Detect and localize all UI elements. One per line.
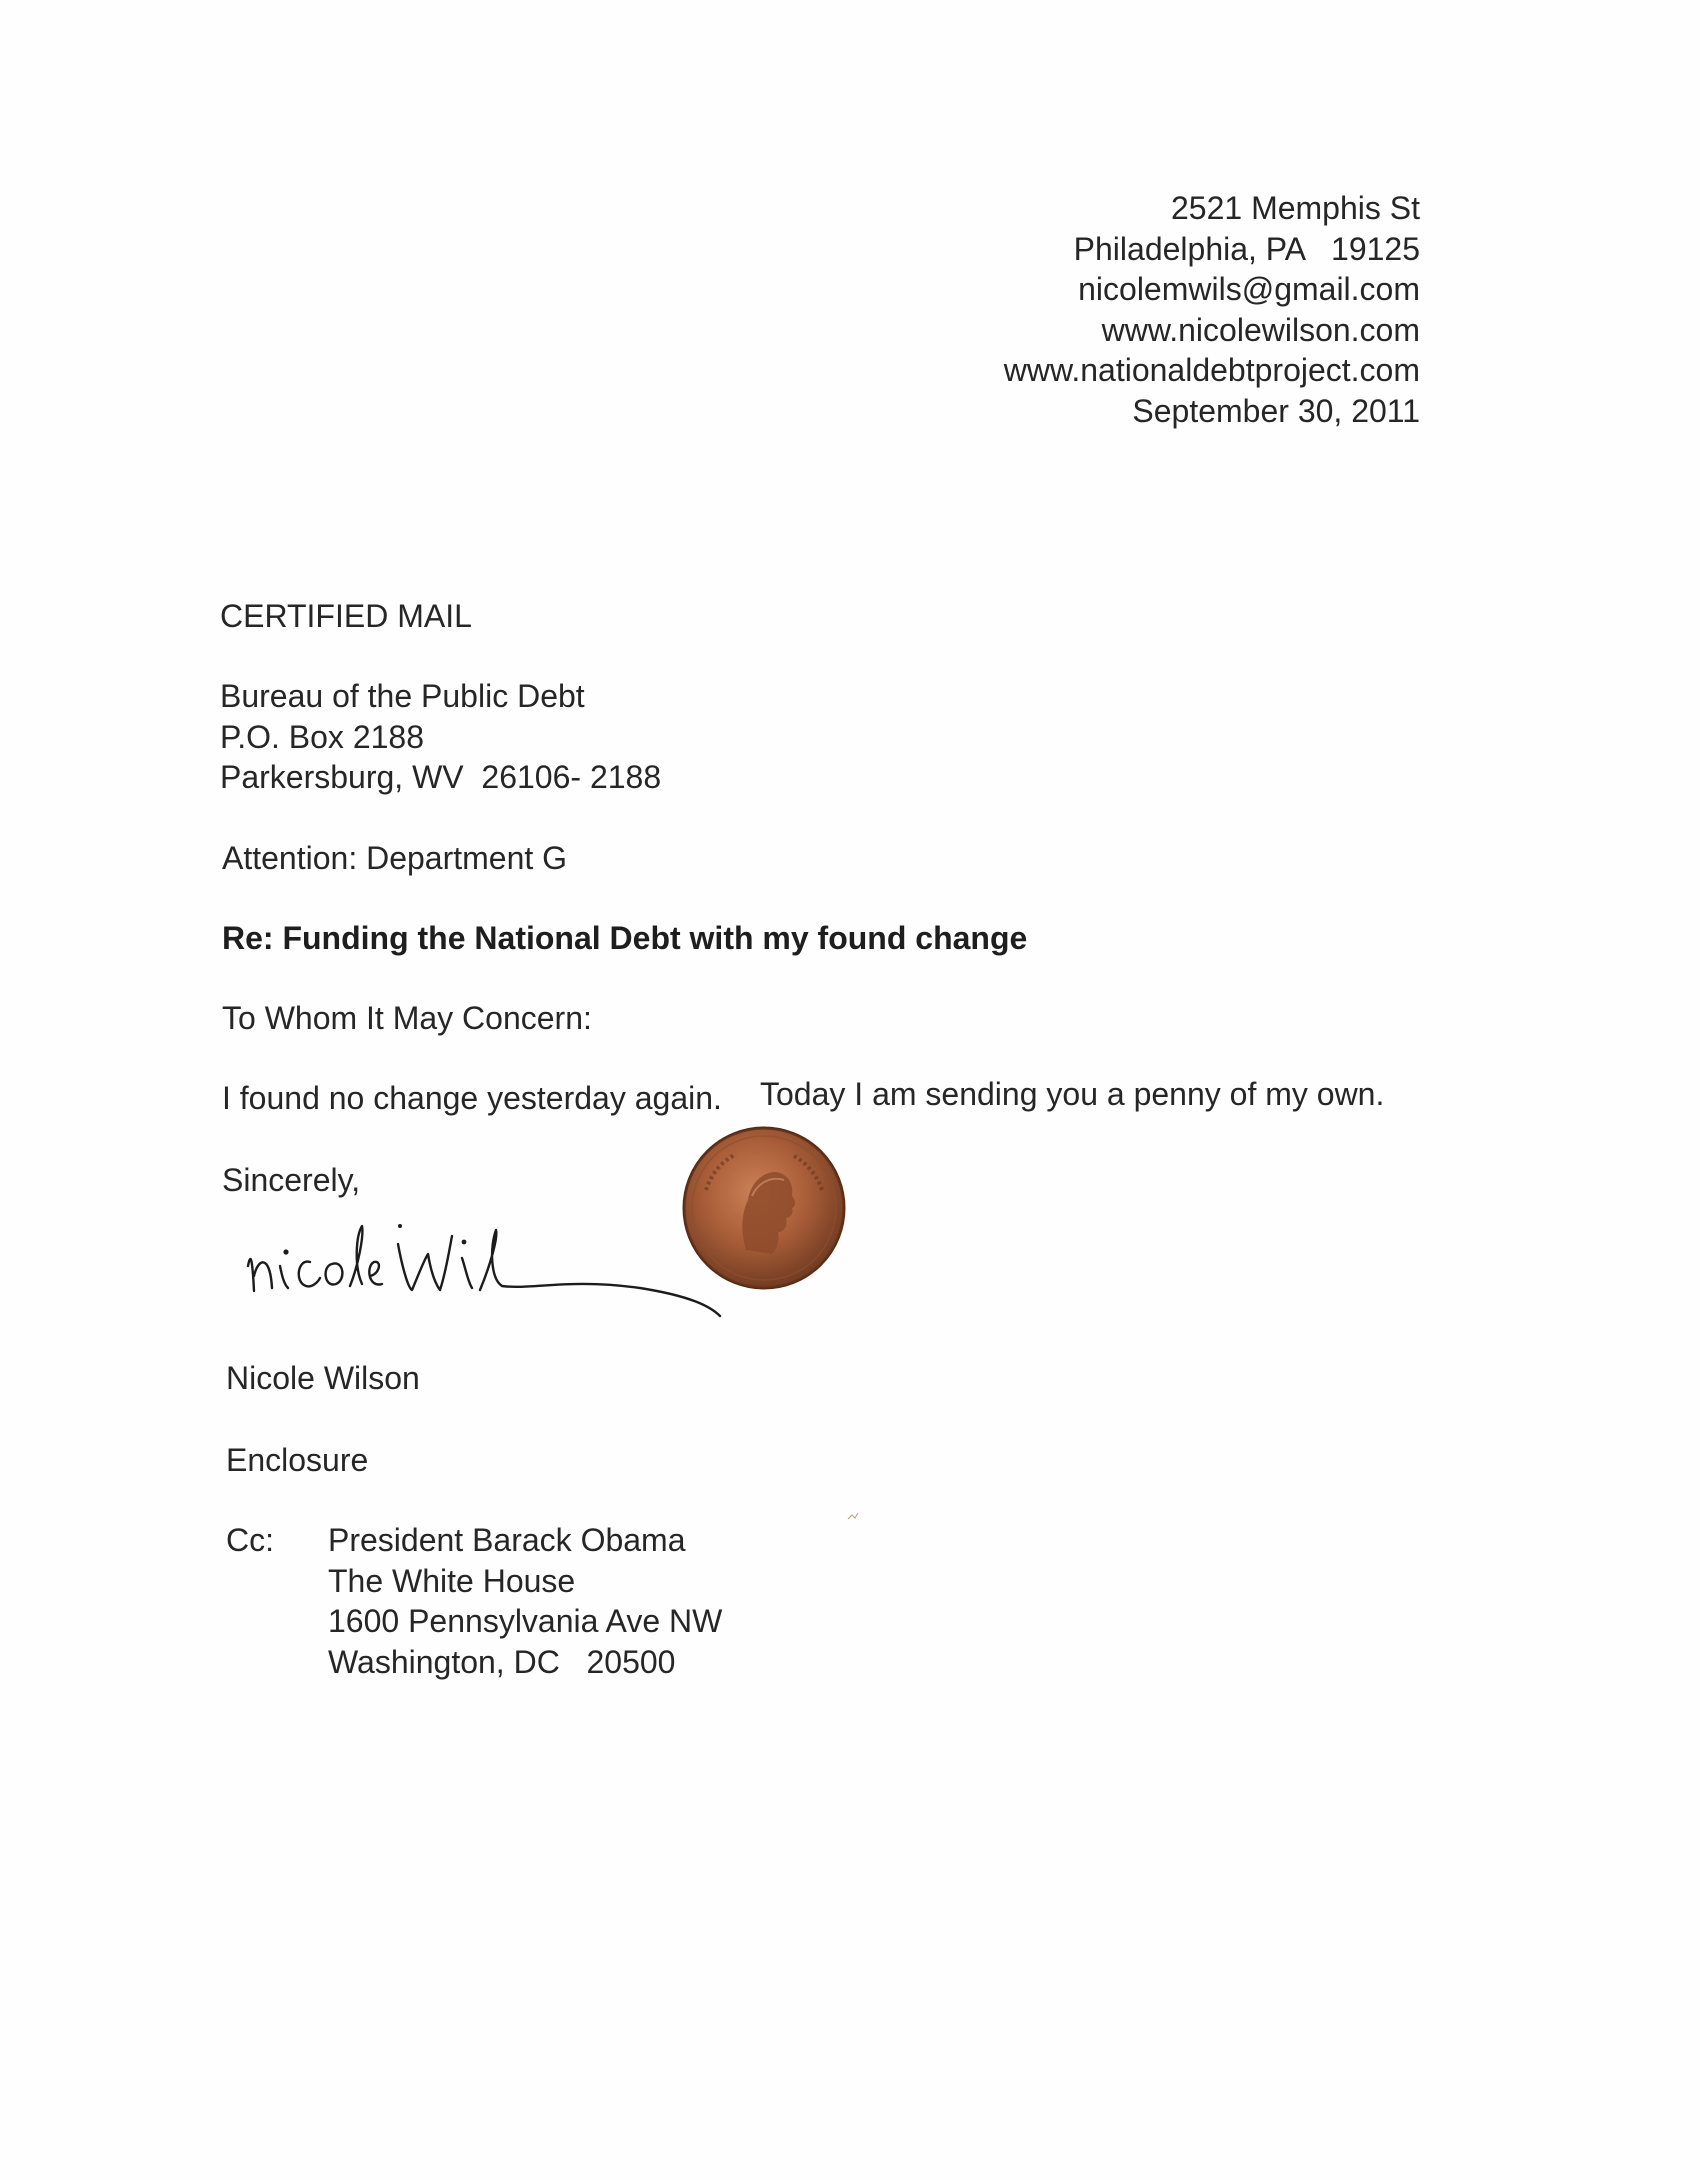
scan-speck	[846, 1510, 860, 1522]
body-text-part-2: Today I am sending you a penny of my own.	[760, 1076, 1385, 1112]
cc-organization: The White House	[328, 1562, 576, 1599]
sender-street: 2521 Memphis St	[1170, 190, 1420, 226]
sender-email: nicolemwils@gmail.com	[1078, 271, 1420, 307]
sender-city-line: Philadelphia, PA 19125	[1073, 230, 1420, 267]
delivery-method: CERTIFIED MAIL	[220, 598, 472, 634]
closing: Sincerely,	[222, 1162, 361, 1198]
signer-name: Nicole Wilson	[226, 1360, 420, 1396]
handwritten-signature	[240, 1196, 740, 1346]
attention-line: Attention: Department G	[222, 840, 568, 876]
cc-address-block	[328, 1520, 722, 1682]
enclosure-note: Enclosure	[226, 1442, 369, 1478]
sender-website-1: www.nicolewilson.com	[1101, 311, 1420, 348]
cc-city-line: Washington, DC 20500	[328, 1643, 676, 1680]
salutation: To Whom It May Concern:	[222, 1000, 592, 1036]
penny-coin-image	[676, 1120, 852, 1296]
cc-street: 1600 Pennsylvania Ave NW	[328, 1603, 723, 1639]
recipient-city-line: Parkersburg, WV 26106- 2188	[220, 759, 662, 795]
recipient-address-block	[220, 676, 661, 798]
sender-website-2: www.nationaldebtproject.com	[1003, 352, 1420, 388]
cc-name: President Barack Obama	[328, 1522, 686, 1558]
sender-address-block	[1004, 188, 1420, 431]
body-text-part-1: I found no change yesterday again.	[222, 1080, 722, 1116]
subject-line: Re: Funding the National Debt with my found change	[222, 920, 1028, 956]
recipient-name: Bureau of the Public Debt	[220, 678, 585, 714]
recipient-po-box: P.O. Box 2188	[220, 718, 424, 755]
letter-date: September 30, 2011	[1132, 392, 1420, 429]
cc-label: Cc:	[226, 1522, 274, 1558]
